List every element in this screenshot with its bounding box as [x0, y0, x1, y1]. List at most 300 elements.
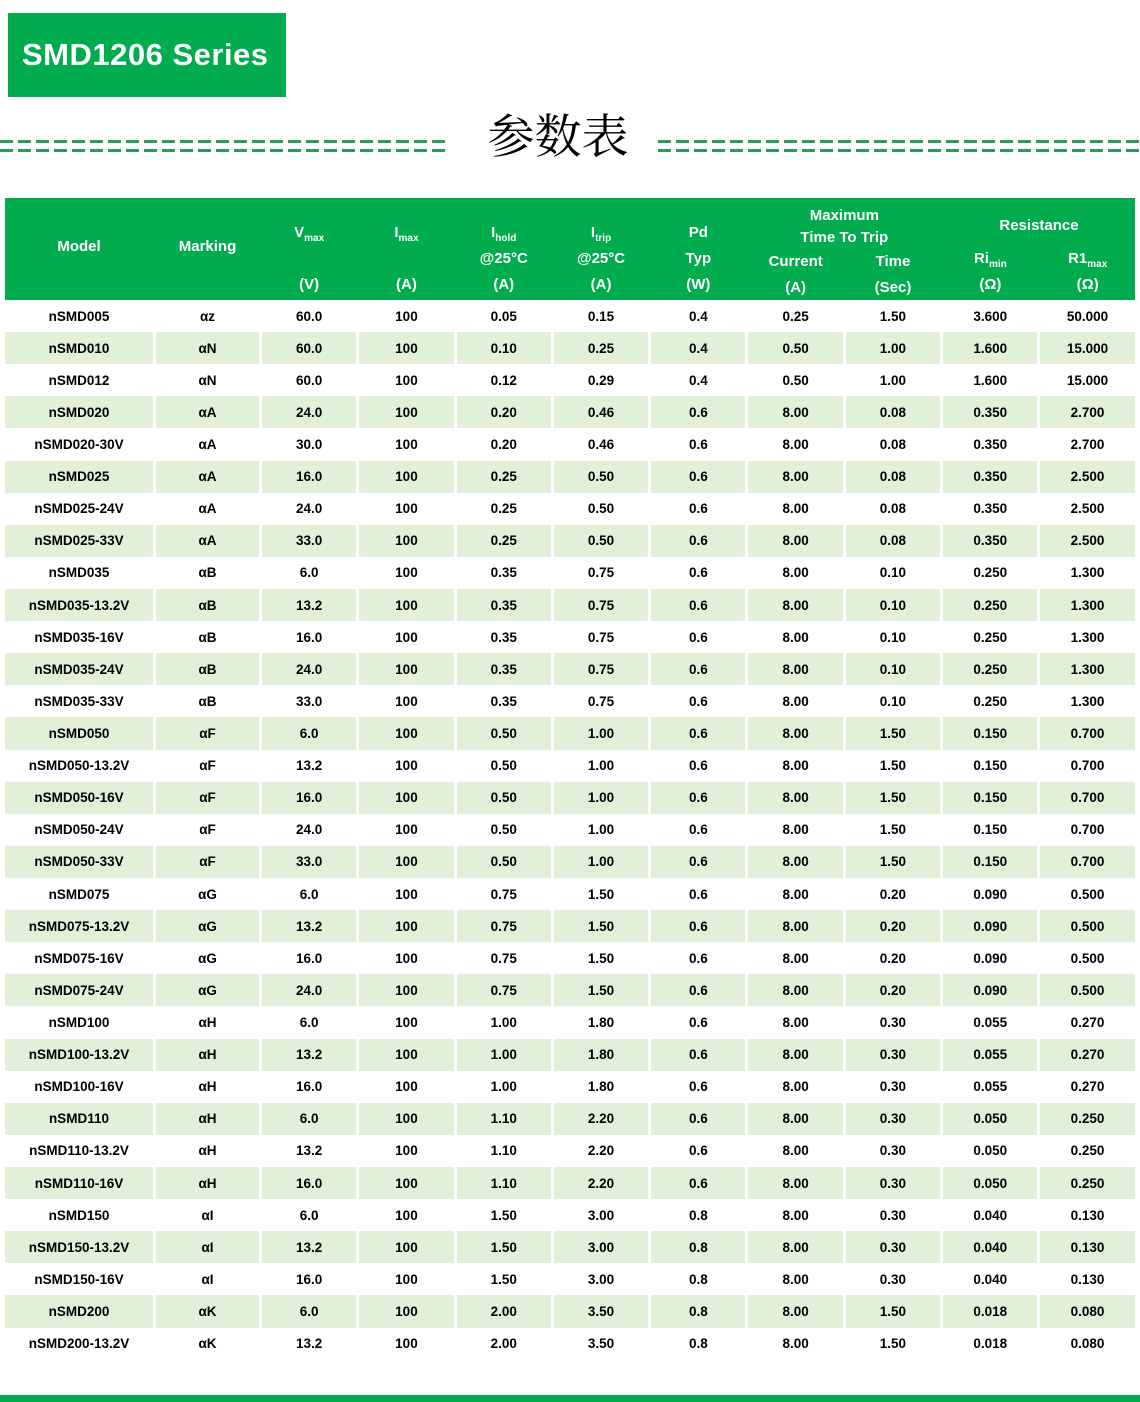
header-pd: [651, 198, 745, 300]
value-cell: 6.0: [262, 557, 356, 589]
value-cell: 8.00: [748, 782, 842, 814]
table-row: [5, 1039, 1135, 1071]
model-cell: nSMD150: [5, 1199, 153, 1231]
marking-cell: αF: [156, 814, 259, 846]
value-cell: 0.130: [1040, 1263, 1134, 1295]
marking-cell: αG: [156, 974, 259, 1006]
header-pd-symbol: Pd: [688, 224, 708, 241]
value-cell: 0.040: [943, 1263, 1037, 1295]
value-cell: 2.500: [1040, 525, 1134, 557]
value-cell: 0.500: [1040, 942, 1134, 974]
value-cell: 0.6: [651, 493, 745, 525]
table-row: [5, 1135, 1135, 1167]
table-row: [5, 1328, 1135, 1360]
model-cell: nSMD150-16V: [5, 1263, 153, 1295]
table-row: [5, 974, 1135, 1006]
value-cell: 0.090: [943, 910, 1037, 942]
value-cell: 0.08: [846, 396, 940, 428]
value-cell: 6.0: [262, 1103, 356, 1135]
value-cell: 1.50: [554, 974, 648, 1006]
value-cell: 100: [359, 1263, 453, 1295]
value-cell: 8.00: [748, 653, 842, 685]
value-cell: 24.0: [262, 493, 356, 525]
value-cell: 8.00: [748, 493, 842, 525]
value-cell: 8.00: [748, 1135, 842, 1167]
value-cell: 100: [359, 846, 453, 878]
value-cell: 1.50: [457, 1199, 551, 1231]
value-cell: 8.00: [748, 396, 842, 428]
value-cell: 0.30: [846, 1039, 940, 1071]
marking-cell: αF: [156, 782, 259, 814]
value-cell: 0.6: [651, 525, 745, 557]
model-cell: nSMD200: [5, 1295, 153, 1327]
value-cell: 0.8: [651, 1231, 745, 1263]
header-trip-group-line1: Maximum: [809, 207, 879, 224]
value-cell: 8.00: [748, 621, 842, 653]
marking-cell: αB: [156, 685, 259, 717]
header-ri-min-symbol: $Ri_{min}$: [973, 250, 1007, 270]
model-cell: nSMD110: [5, 1103, 153, 1135]
value-cell: 100: [359, 396, 453, 428]
value-cell: 0.350: [943, 493, 1037, 525]
model-cell: nSMD020: [5, 396, 153, 428]
model-cell: nSMD110-13.2V: [5, 1135, 153, 1167]
value-cell: 0.20: [846, 974, 940, 1006]
marking-cell: αA: [156, 525, 259, 557]
model-cell: nSMD050-16V: [5, 782, 153, 814]
value-cell: 15.000: [1040, 364, 1134, 396]
value-cell: 8.00: [748, 1328, 842, 1360]
value-cell: 0.4: [651, 332, 745, 364]
value-cell: 8.00: [748, 717, 842, 749]
model-cell: nSMD150-13.2V: [5, 1231, 153, 1263]
value-cell: 8.00: [748, 1295, 842, 1327]
value-cell: 1.00: [846, 332, 940, 364]
value-cell: 0.6: [651, 1039, 745, 1071]
value-cell: 0.35: [457, 557, 551, 589]
value-cell: 33.0: [262, 846, 356, 878]
value-cell: 0.250: [1040, 1167, 1134, 1199]
table-row: [5, 621, 1135, 653]
table-row: [5, 717, 1135, 749]
value-cell: 60.0: [262, 364, 356, 396]
model-cell: nSMD100-16V: [5, 1071, 153, 1103]
model-cell: nSMD025-33V: [5, 525, 153, 557]
marking-cell: αA: [156, 428, 259, 460]
value-cell: 0.270: [1040, 1071, 1134, 1103]
header-trip-group-line2: Time To Trip: [800, 229, 889, 246]
value-cell: 0.8: [651, 1328, 745, 1360]
value-cell: 100: [359, 750, 453, 782]
value-cell: 2.00: [457, 1295, 551, 1327]
table-row: [5, 557, 1135, 589]
header-model: [5, 198, 153, 300]
table-row: [5, 878, 1135, 910]
value-cell: 0.08: [846, 428, 940, 460]
value-cell: 1.50: [846, 717, 940, 749]
marking-cell: αA: [156, 461, 259, 493]
value-cell: 0.040: [943, 1231, 1037, 1263]
value-cell: 100: [359, 1328, 453, 1360]
value-cell: 0.8: [651, 1295, 745, 1327]
value-cell: 2.20: [554, 1135, 648, 1167]
marking-cell: αK: [156, 1328, 259, 1360]
value-cell: 0.700: [1040, 846, 1134, 878]
header-ihold: [457, 198, 551, 300]
header-itrip-symbol: $I_{trip}$: [590, 224, 612, 244]
value-cell: 100: [359, 1199, 453, 1231]
value-cell: 100: [359, 525, 453, 557]
value-cell: 8.00: [748, 878, 842, 910]
value-cell: 0.090: [943, 942, 1037, 974]
value-cell: 13.2: [262, 1328, 356, 1360]
value-cell: 0.6: [651, 782, 745, 814]
value-cell: 0.6: [651, 1167, 745, 1199]
parameter-table: [5, 198, 1135, 1360]
value-cell: 0.050: [943, 1167, 1037, 1199]
value-cell: 0.30: [846, 1135, 940, 1167]
table-row: [5, 1231, 1135, 1263]
value-cell: 0.12: [457, 364, 551, 396]
value-cell: 0.270: [1040, 1039, 1134, 1071]
header-time-to-trip-group: [748, 198, 940, 300]
value-cell: 0.250: [943, 621, 1037, 653]
value-cell: 0.20: [846, 878, 940, 910]
value-cell: 0.35: [457, 653, 551, 685]
header-resistance-group: [943, 198, 1135, 300]
table-row: [5, 525, 1135, 557]
table-row: [5, 1103, 1135, 1135]
dashed-rule-right: [658, 140, 1140, 158]
value-cell: 0.10: [846, 557, 940, 589]
value-cell: 0.50: [457, 717, 551, 749]
value-cell: 0.500: [1040, 910, 1134, 942]
value-cell: 0.090: [943, 974, 1037, 1006]
value-cell: 0.250: [1040, 1103, 1134, 1135]
value-cell: 0.05: [457, 300, 551, 332]
marking-cell: αK: [156, 1295, 259, 1327]
value-cell: 0.700: [1040, 750, 1134, 782]
model-cell: nSMD050: [5, 717, 153, 749]
model-cell: nSMD100: [5, 1006, 153, 1038]
table-body: [5, 300, 1135, 1360]
header-ri-min: [943, 246, 1037, 298]
value-cell: 100: [359, 1295, 453, 1327]
value-cell: 8.00: [748, 750, 842, 782]
value-cell: 13.2: [262, 750, 356, 782]
value-cell: 0.130: [1040, 1231, 1134, 1263]
value-cell: 16.0: [262, 1263, 356, 1295]
value-cell: 8.00: [748, 942, 842, 974]
value-cell: 0.35: [457, 621, 551, 653]
value-cell: 100: [359, 1006, 453, 1038]
table-row: [5, 1199, 1135, 1231]
value-cell: 0.500: [1040, 974, 1134, 1006]
marking-cell: αH: [156, 1071, 259, 1103]
value-cell: 0.150: [943, 750, 1037, 782]
value-cell: 3.50: [554, 1295, 648, 1327]
value-cell: 3.600: [943, 300, 1037, 332]
value-cell: 1.80: [554, 1039, 648, 1071]
marking-cell: αH: [156, 1039, 259, 1071]
dash-line: [0, 149, 447, 152]
value-cell: 100: [359, 1071, 453, 1103]
value-cell: 0.6: [651, 1135, 745, 1167]
model-cell: nSMD200-13.2V: [5, 1328, 153, 1360]
value-cell: 0.30: [846, 1006, 940, 1038]
value-cell: 24.0: [262, 653, 356, 685]
value-cell: 0.35: [457, 589, 551, 621]
marking-cell: αI: [156, 1231, 259, 1263]
header-model-label: Model: [57, 237, 101, 255]
table-row: [5, 461, 1135, 493]
table-row: [5, 782, 1135, 814]
value-cell: 0.10: [846, 685, 940, 717]
value-cell: 100: [359, 685, 453, 717]
value-cell: 0.08: [846, 493, 940, 525]
header-itrip: [554, 198, 648, 300]
value-cell: 0.050: [943, 1103, 1037, 1135]
table-row: [5, 493, 1135, 525]
series-banner-title: SMD1206 Series: [22, 37, 269, 72]
value-cell: 24.0: [262, 974, 356, 1006]
value-cell: 16.0: [262, 1167, 356, 1199]
dash-line: [658, 140, 1140, 143]
table-row: [5, 300, 1135, 332]
header-pd-typ: Typ: [685, 250, 712, 267]
value-cell: 1.10: [457, 1103, 551, 1135]
marking-cell: αI: [156, 1199, 259, 1231]
model-cell: nSMD050-24V: [5, 814, 153, 846]
value-cell: 0.6: [651, 750, 745, 782]
value-cell: 100: [359, 557, 453, 589]
value-cell: 0.20: [457, 428, 551, 460]
value-cell: 8.00: [748, 814, 842, 846]
value-cell: 1.50: [554, 942, 648, 974]
value-cell: 0.25: [457, 461, 551, 493]
header-ihold-condition: @25°C: [479, 250, 528, 267]
value-cell: 13.2: [262, 589, 356, 621]
marking-cell: αF: [156, 846, 259, 878]
value-cell: 0.50: [457, 814, 551, 846]
model-cell: nSMD075-24V: [5, 974, 153, 1006]
value-cell: 0.10: [846, 653, 940, 685]
marking-cell: αB: [156, 557, 259, 589]
value-cell: 33.0: [262, 685, 356, 717]
value-cell: 1.50: [846, 1328, 940, 1360]
table-row: [5, 1295, 1135, 1327]
value-cell: 0.6: [651, 621, 745, 653]
value-cell: 0.25: [457, 525, 551, 557]
table-row: [5, 653, 1135, 685]
header-trip-current: [748, 249, 842, 301]
value-cell: 0.250: [1040, 1135, 1134, 1167]
value-cell: 0.6: [651, 910, 745, 942]
value-cell: 0.150: [943, 846, 1037, 878]
value-cell: 0.6: [651, 878, 745, 910]
value-cell: 8.00: [748, 1006, 842, 1038]
table-row: [5, 589, 1135, 621]
value-cell: 0.150: [943, 782, 1037, 814]
value-cell: 0.250: [943, 653, 1037, 685]
marking-cell: αz: [156, 300, 259, 332]
value-cell: 100: [359, 364, 453, 396]
value-cell: 0.75: [554, 589, 648, 621]
header-marking: [156, 198, 259, 300]
table-row: [5, 396, 1135, 428]
value-cell: 0.040: [943, 1199, 1037, 1231]
value-cell: 2.20: [554, 1167, 648, 1199]
value-cell: 2.500: [1040, 493, 1134, 525]
value-cell: 24.0: [262, 396, 356, 428]
value-cell: 8.00: [748, 557, 842, 589]
value-cell: 0.10: [846, 589, 940, 621]
value-cell: 0.50: [554, 493, 648, 525]
header-trip-current-label: Current: [768, 253, 823, 270]
table-row: [5, 1006, 1135, 1038]
value-cell: 0.6: [651, 1006, 745, 1038]
dash-line: [658, 149, 1140, 152]
value-cell: 0.25: [554, 332, 648, 364]
value-cell: 0.30: [846, 1103, 940, 1135]
value-cell: 0.055: [943, 1039, 1037, 1071]
value-cell: 2.00: [457, 1328, 551, 1360]
value-cell: 1.50: [846, 1295, 940, 1327]
dash-line: [0, 140, 447, 143]
value-cell: 1.50: [846, 814, 940, 846]
value-cell: 8.00: [748, 1263, 842, 1295]
value-cell: 0.350: [943, 461, 1037, 493]
value-cell: 1.600: [943, 364, 1037, 396]
header-trip-time-label: Time: [875, 253, 911, 270]
marking-cell: αA: [156, 493, 259, 525]
value-cell: 8.00: [748, 685, 842, 717]
page-title: 参数表: [487, 112, 629, 164]
value-cell: 6.0: [262, 1199, 356, 1231]
value-cell: 0.6: [651, 589, 745, 621]
value-cell: 2.20: [554, 1103, 648, 1135]
series-banner: [8, 13, 286, 97]
value-cell: 30.0: [262, 428, 356, 460]
value-cell: 0.250: [943, 557, 1037, 589]
value-cell: 0.50: [554, 461, 648, 493]
value-cell: 0.050: [943, 1135, 1037, 1167]
value-cell: 0.700: [1040, 782, 1134, 814]
bottom-accent-bar: [0, 1395, 1140, 1402]
value-cell: 0.20: [457, 396, 551, 428]
table-row: [5, 1071, 1135, 1103]
value-cell: 0.75: [457, 974, 551, 1006]
header-vmax-symbol: $V_{max}$: [294, 224, 325, 244]
value-cell: 0.500: [1040, 878, 1134, 910]
value-cell: 1.00: [554, 717, 648, 749]
value-cell: 100: [359, 1039, 453, 1071]
value-cell: 100: [359, 974, 453, 1006]
value-cell: 0.35: [457, 685, 551, 717]
value-cell: 0.50: [457, 782, 551, 814]
value-cell: 0.700: [1040, 717, 1134, 749]
marking-cell: αG: [156, 942, 259, 974]
model-cell: nSMD050-33V: [5, 846, 153, 878]
marking-cell: αN: [156, 364, 259, 396]
value-cell: 0.10: [457, 332, 551, 364]
header-ri-min-unit: (Ω): [979, 276, 1002, 293]
model-cell: nSMD020-30V: [5, 428, 153, 460]
value-cell: 16.0: [262, 621, 356, 653]
header-marking-label: Marking: [178, 237, 237, 255]
table-row: [5, 1167, 1135, 1199]
value-cell: 1.300: [1040, 653, 1134, 685]
value-cell: 8.00: [748, 910, 842, 942]
value-cell: 13.2: [262, 910, 356, 942]
value-cell: 8.00: [748, 1103, 842, 1135]
value-cell: 100: [359, 1103, 453, 1135]
table-row: [5, 942, 1135, 974]
value-cell: 0.30: [846, 1167, 940, 1199]
value-cell: 1.10: [457, 1135, 551, 1167]
table-row: [5, 750, 1135, 782]
value-cell: 16.0: [262, 782, 356, 814]
model-cell: nSMD035-33V: [5, 685, 153, 717]
value-cell: 0.018: [943, 1328, 1037, 1360]
value-cell: 8.00: [748, 1167, 842, 1199]
value-cell: 0.75: [457, 942, 551, 974]
value-cell: 0.4: [651, 300, 745, 332]
value-cell: 0.50: [748, 364, 842, 396]
value-cell: 100: [359, 428, 453, 460]
value-cell: 1.300: [1040, 685, 1134, 717]
model-cell: nSMD035-13.2V: [5, 589, 153, 621]
value-cell: 0.350: [943, 525, 1037, 557]
marking-cell: αH: [156, 1135, 259, 1167]
value-cell: 1.80: [554, 1071, 648, 1103]
value-cell: 0.30: [846, 1199, 940, 1231]
value-cell: 0.350: [943, 428, 1037, 460]
value-cell: 100: [359, 814, 453, 846]
value-cell: 0.090: [943, 878, 1037, 910]
value-cell: 8.00: [748, 1039, 842, 1071]
value-cell: 0.15: [554, 300, 648, 332]
value-cell: 0.6: [651, 942, 745, 974]
value-cell: 0.75: [457, 878, 551, 910]
value-cell: 0.50: [457, 750, 551, 782]
value-cell: 0.700: [1040, 814, 1134, 846]
value-cell: 0.30: [846, 1263, 940, 1295]
value-cell: 6.0: [262, 878, 356, 910]
value-cell: 0.270: [1040, 1006, 1134, 1038]
value-cell: 6.0: [262, 717, 356, 749]
value-cell: 0.150: [943, 717, 1037, 749]
value-cell: 0.8: [651, 1263, 745, 1295]
value-cell: 0.8: [651, 1199, 745, 1231]
value-cell: 1.600: [943, 332, 1037, 364]
value-cell: 0.080: [1040, 1295, 1134, 1327]
value-cell: 8.00: [748, 974, 842, 1006]
marking-cell: αB: [156, 653, 259, 685]
value-cell: 100: [359, 589, 453, 621]
header-r1-max: [1041, 246, 1135, 298]
value-cell: 0.055: [943, 1071, 1037, 1103]
value-cell: 1.50: [846, 300, 940, 332]
header-trip-time-unit: (Sec): [874, 279, 912, 296]
value-cell: 0.250: [943, 589, 1037, 621]
value-cell: 1.300: [1040, 589, 1134, 621]
header-ihold-symbol: $I_{hold}$: [491, 224, 517, 244]
table-row: [5, 814, 1135, 846]
model-cell: nSMD050-13.2V: [5, 750, 153, 782]
value-cell: 100: [359, 332, 453, 364]
value-cell: 8.00: [748, 846, 842, 878]
